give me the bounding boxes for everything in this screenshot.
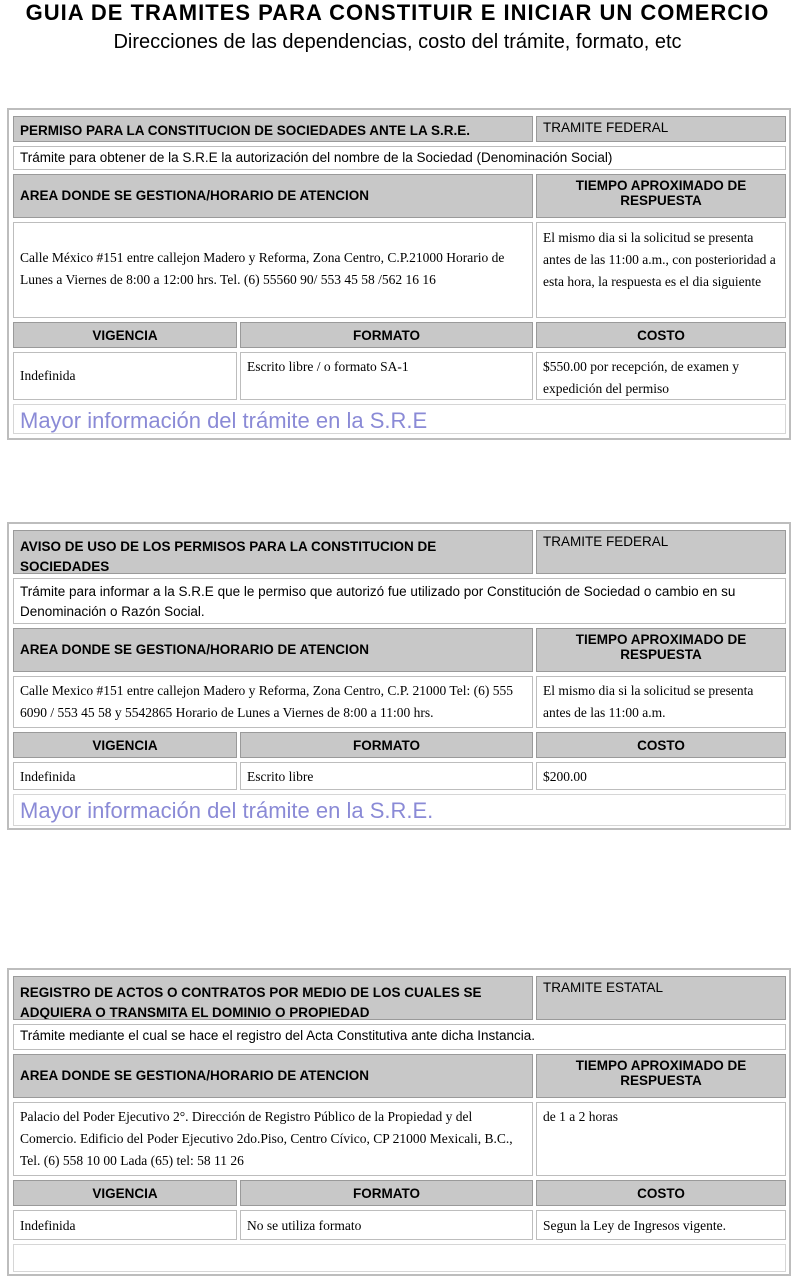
vigencia-value: Indefinida	[13, 352, 237, 400]
area-header: AREA DONDE SE GESTIONA/HORARIO DE ATENCION	[13, 1054, 533, 1098]
tramite-type: TRAMITE FEDERAL	[536, 530, 786, 574]
area-value: Palacio del Poder Ejecutivo 2°. Dirección de Registro Público de la Propiedad y del Comercio. Edificio del Poder Ejecutivo 2do.Piso, Centro Cívico, CP 21000 Mexicali, B.C., Tel. (6) 558 10 00 Lada (65) tel: 58 11 26	[13, 1102, 533, 1176]
formato-value: No se utiliza formato	[240, 1210, 533, 1240]
tiempo-header: TIEMPO APROXIMADO DE RESPUESTA	[536, 174, 786, 218]
more-info-link[interactable]: Mayor información del trámite en la S.R.E.	[13, 794, 786, 826]
vigencia-header: VIGENCIA	[13, 322, 237, 348]
costo-value: Segun la Ley de Ingresos vigente.	[536, 1210, 786, 1240]
formato-value: Escrito libre / o formato SA-1	[240, 352, 533, 400]
tiempo-header: TIEMPO APROXIMADO DE RESPUESTA	[536, 1054, 786, 1098]
tramite-title: PERMISO PARA LA CONSTITUCION DE SOCIEDADES ANTE LA S.R.E.	[13, 116, 533, 142]
page-subtitle: Direcciones de las dependencias, costo del trámite, formato, etc	[113, 31, 682, 53]
tramite-card-2	[7, 522, 791, 830]
tramite-title: AVISO DE USO DE LOS PERMISOS PARA LA CONSTITUCION DE SOCIEDADES	[13, 530, 533, 574]
tramite-title: REGISTRO DE ACTOS O CONTRATOS POR MEDIO DE LOS CUALES SE ADQUIERA O TRANSMITA EL DOMINIO O PROPIEDAD	[13, 976, 533, 1020]
page-header	[0, 0, 795, 56]
costo-value: $550.00 por recepción, de examen y expedición del permiso	[536, 352, 786, 400]
area-header: AREA DONDE SE GESTIONA/HORARIO DE ATENCION	[13, 628, 533, 672]
formato-header: FORMATO	[240, 322, 533, 348]
vigencia-header: VIGENCIA	[13, 732, 237, 758]
tramite-card-1	[7, 108, 791, 440]
formato-header: FORMATO	[240, 1180, 533, 1206]
costo-header: COSTO	[536, 322, 786, 348]
formato-value: Escrito libre	[240, 762, 533, 790]
vigencia-value: Indefinida	[13, 1210, 237, 1240]
tramite-type: TRAMITE FEDERAL	[536, 116, 786, 142]
tiempo-value: El mismo dia si la solicitud se presenta antes de las 11:00 a.m.	[536, 676, 786, 728]
area-header: AREA DONDE SE GESTIONA/HORARIO DE ATENCION	[13, 174, 533, 218]
vigencia-value: Indefinida	[13, 762, 237, 790]
page-title: GUIA DE TRAMITES PARA CONSTITUIR E INICIAR UN COMERCIO	[25, 0, 770, 25]
tramite-description: Trámite mediante el cual se hace el registro del Acta Constitutiva ante dicha Instancia.	[13, 1024, 786, 1050]
tiempo-header: TIEMPO APROXIMADO DE RESPUESTA	[536, 628, 786, 672]
formato-header: FORMATO	[240, 732, 533, 758]
more-info-link[interactable]: Mayor información del trámite en la S.R.E	[13, 404, 786, 434]
tramite-description: Trámite para obtener de la S.R.E la autorización del nombre de la Sociedad (Denominación Social)	[13, 146, 786, 170]
vigencia-header: VIGENCIA	[13, 1180, 237, 1206]
costo-value: $200.00	[536, 762, 786, 790]
area-value: Calle México #151 entre callejon Madero y Reforma, Zona Centro, C.P.21000 Horario de Lunes a Viernes de 8:00 a 12:00 hrs. Tel. (6) 55560 90/ 553 45 58 /562 16 16	[13, 222, 533, 318]
tramite-description: Trámite para informar a la S.R.E que le permiso que autorizó fue utilizado por Constitución de Sociedad o cambio en su Denominación o Razón Social.	[13, 578, 786, 624]
tiempo-value: El mismo dia si la solicitud se presenta antes de las 11:00 a.m., con posterioridad a esta hora, la respuesta es el dia siguiente	[536, 222, 786, 318]
costo-header: COSTO	[536, 1180, 786, 1206]
empty-row	[13, 1244, 786, 1272]
tiempo-value: de 1 a 2 horas	[536, 1102, 786, 1176]
tramite-card-3	[7, 968, 791, 1276]
tramite-type: TRAMITE ESTATAL	[536, 976, 786, 1020]
costo-header: COSTO	[536, 732, 786, 758]
area-value: Calle Mexico #151 entre callejon Madero y Reforma, Zona Centro, C.P. 21000 Tel: (6) 555 6090 / 553 45 58 y 5542865 Horario de Lunes a Viernes de 8:00 a 11:00 hrs.	[13, 676, 533, 728]
